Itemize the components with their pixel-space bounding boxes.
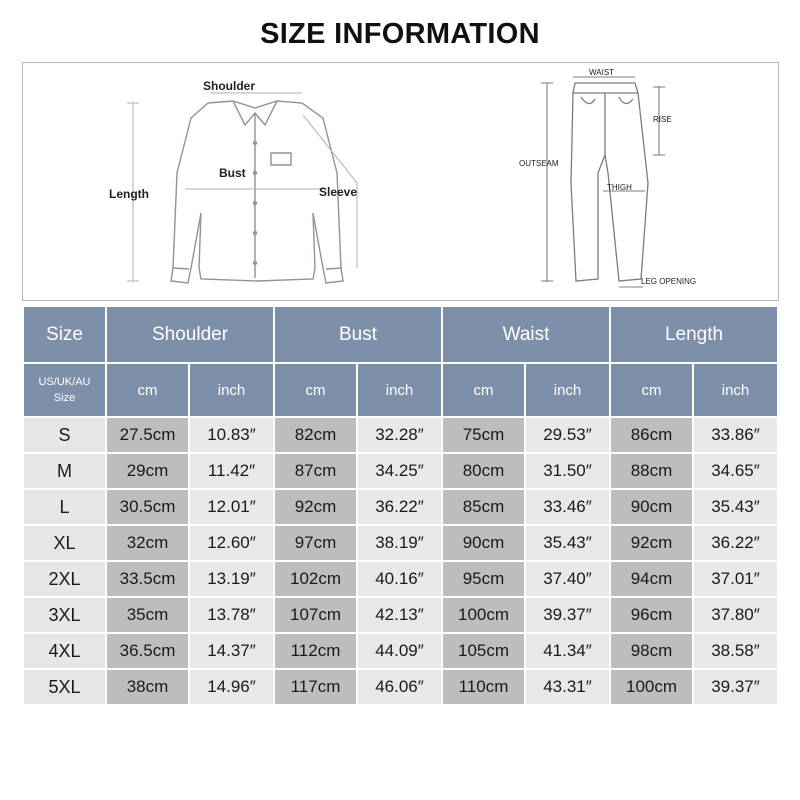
shoulder-in-cell: 14.96″: [190, 670, 273, 704]
waist-cm-cell: 100cm: [443, 598, 524, 632]
shoulder-in-cell: 12.60″: [190, 526, 273, 560]
bust-cm-cell: 92cm: [275, 490, 356, 524]
unit-cm: cm: [443, 364, 524, 416]
bust-cm-cell: 112cm: [275, 634, 356, 668]
header-shoulder: Shoulder: [107, 307, 273, 362]
table-row: [24, 526, 777, 560]
shoulder-in-cell: 13.19″: [190, 562, 273, 596]
waist-label: WAIST: [589, 68, 615, 77]
table-row: [24, 418, 777, 452]
shoulder-in-cell: 12.01″: [190, 490, 273, 524]
bust-in-cell: 44.09″: [358, 634, 441, 668]
unit-inch: inch: [358, 364, 441, 416]
garment-illustration: [23, 63, 780, 302]
shoulder-cm-cell: 33.5cm: [107, 562, 188, 596]
table-row: [24, 670, 777, 704]
table-row: [24, 634, 777, 668]
shoulder-cm-cell: 29cm: [107, 454, 188, 488]
length-in-cell: 34.65″: [694, 454, 777, 488]
waist-cm-cell: 105cm: [443, 634, 524, 668]
table-header-row: [24, 307, 777, 362]
sleeve-label: Sleeve: [319, 185, 358, 199]
length-cm-cell: 96cm: [611, 598, 692, 632]
waist-in-cell: 31.50″: [526, 454, 609, 488]
shirt-illustration: [171, 101, 343, 283]
size-cell: XL: [24, 526, 105, 560]
waist-in-cell: 33.46″: [526, 490, 609, 524]
length-cm-cell: 98cm: [611, 634, 692, 668]
unit-cm: cm: [275, 364, 356, 416]
size-cell: 4XL: [24, 634, 105, 668]
bust-cm-cell: 117cm: [275, 670, 356, 704]
shoulder-cm-cell: 30.5cm: [107, 490, 188, 524]
waist-in-cell: 39.37″: [526, 598, 609, 632]
shoulder-in-cell: 14.37″: [190, 634, 273, 668]
thigh-label: THIGH: [607, 183, 632, 192]
shoulder-cm-cell: 32cm: [107, 526, 188, 560]
header-length: Length: [611, 307, 777, 362]
waist-in-cell: 29.53″: [526, 418, 609, 452]
page-title: SIZE INFORMATION: [260, 18, 540, 50]
waist-in-cell: 37.40″: [526, 562, 609, 596]
shoulder-cm-cell: 27.5cm: [107, 418, 188, 452]
waist-cm-cell: 75cm: [443, 418, 524, 452]
bust-in-cell: 40.16″: [358, 562, 441, 596]
bust-cm-cell: 102cm: [275, 562, 356, 596]
table-row: [24, 490, 777, 524]
length-cm-cell: 100cm: [611, 670, 692, 704]
shoulder-cm-cell: 35cm: [107, 598, 188, 632]
length-in-cell: 37.01″: [694, 562, 777, 596]
size-cell: 5XL: [24, 670, 105, 704]
bust-in-cell: 34.25″: [358, 454, 441, 488]
size-cell: S: [24, 418, 105, 452]
unit-inch: inch: [526, 364, 609, 416]
bust-cm-cell: 87cm: [275, 454, 356, 488]
waist-cm-cell: 80cm: [443, 454, 524, 488]
waist-cm-cell: 110cm: [443, 670, 524, 704]
size-chart-table: [22, 305, 779, 706]
shoulder-cm-cell: 36.5cm: [107, 634, 188, 668]
waist-in-cell: 43.31″: [526, 670, 609, 704]
shoulder-in-cell: 13.78″: [190, 598, 273, 632]
leg-opening-label: LEG OPENING: [641, 277, 697, 286]
table-subheader-row: [24, 364, 777, 416]
table-row: [24, 562, 777, 596]
subheader-size-line2: Size: [53, 392, 76, 404]
header-size: Size: [24, 307, 105, 362]
size-cell: M: [24, 454, 105, 488]
unit-inch: inch: [694, 364, 777, 416]
bust-in-cell: 42.13″: [358, 598, 441, 632]
length-in-cell: 35.43″: [694, 490, 777, 524]
length-cm-cell: 86cm: [611, 418, 692, 452]
outseam-label: OUTSEAM: [519, 159, 559, 168]
shoulder-in-cell: 11.42″: [190, 454, 273, 488]
measurement-diagram: [22, 62, 779, 301]
pants-illustration: [571, 83, 648, 281]
bust-cm-cell: 107cm: [275, 598, 356, 632]
unit-cm: cm: [107, 364, 188, 416]
shoulder-label: Shoulder: [203, 79, 256, 93]
header-bust: Bust: [275, 307, 441, 362]
size-cell: 2XL: [24, 562, 105, 596]
length-cm-cell: 90cm: [611, 490, 692, 524]
unit-inch: inch: [190, 364, 273, 416]
subheader-size: [24, 364, 105, 416]
bust-cm-cell: 82cm: [275, 418, 356, 452]
bust-in-cell: 46.06″: [358, 670, 441, 704]
length-in-cell: 33.86″: [694, 418, 777, 452]
waist-cm-cell: 95cm: [443, 562, 524, 596]
subheader-size-line1: US/UK/AU: [38, 376, 91, 388]
length-cm-cell: 92cm: [611, 526, 692, 560]
length-in-cell: 39.37″: [694, 670, 777, 704]
shoulder-cm-cell: 38cm: [107, 670, 188, 704]
size-cell: L: [24, 490, 105, 524]
bust-cm-cell: 97cm: [275, 526, 356, 560]
size-rows: [24, 418, 777, 704]
length-cm-cell: 94cm: [611, 562, 692, 596]
length-cm-cell: 88cm: [611, 454, 692, 488]
length-in-cell: 36.22″: [694, 526, 777, 560]
rise-label: RISE: [653, 115, 672, 124]
bust-in-cell: 38.19″: [358, 526, 441, 560]
waist-cm-cell: 85cm: [443, 490, 524, 524]
table-row: [24, 598, 777, 632]
bust-in-cell: 36.22″: [358, 490, 441, 524]
bust-in-cell: 32.28″: [358, 418, 441, 452]
length-label: Length: [109, 187, 149, 201]
size-cell: 3XL: [24, 598, 105, 632]
header-waist: Waist: [443, 307, 609, 362]
bust-label: Bust: [219, 166, 246, 180]
length-in-cell: 37.80″: [694, 598, 777, 632]
waist-cm-cell: 90cm: [443, 526, 524, 560]
waist-in-cell: 41.34″: [526, 634, 609, 668]
length-in-cell: 38.58″: [694, 634, 777, 668]
waist-in-cell: 35.43″: [526, 526, 609, 560]
table-row: [24, 454, 777, 488]
pants-measure-lines: [541, 77, 665, 287]
shoulder-in-cell: 10.83″: [190, 418, 273, 452]
unit-cm: cm: [611, 364, 692, 416]
